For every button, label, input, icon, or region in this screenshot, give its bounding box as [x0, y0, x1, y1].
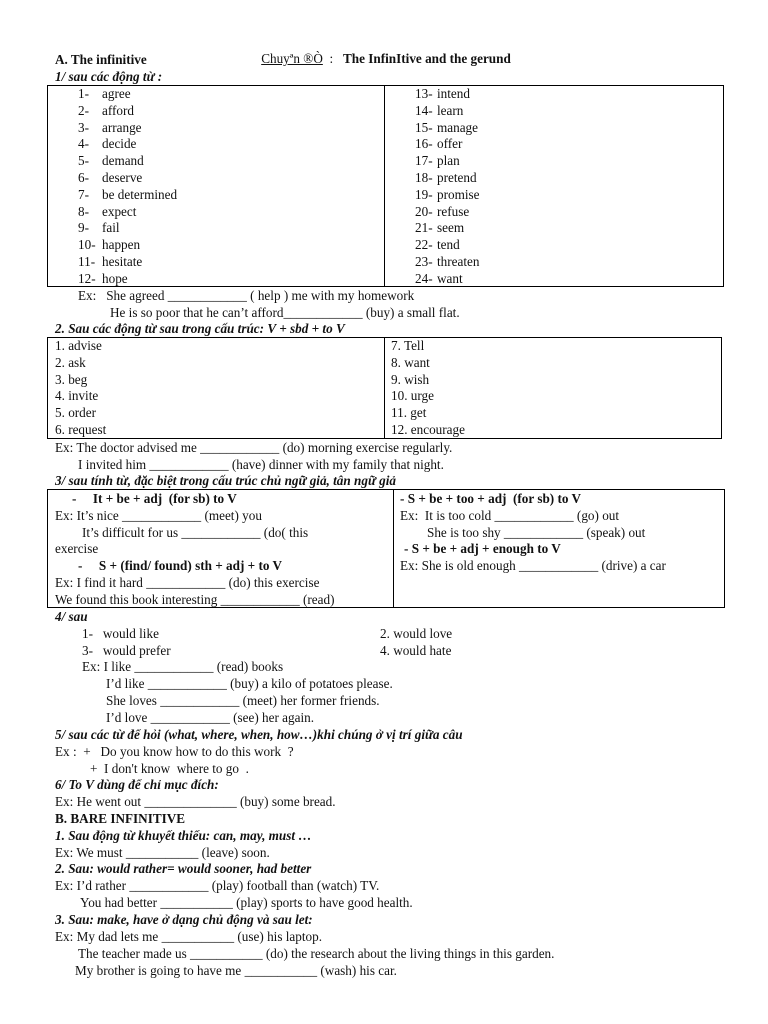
s3-left-rule1: - It + be + adj (for sb) to V [72, 491, 237, 506]
verb-list-item: 11. get [391, 405, 427, 421]
verb-number: 6- [78, 170, 89, 185]
title-prefix: Chuyªn ®Ò [261, 51, 323, 66]
verb-word: agree [102, 86, 131, 101]
verb-list-item: 1. advise [55, 338, 102, 353]
verb-list-item: 3. beg [55, 371, 88, 387]
s3-right-ex1: Ex: It is too cold ____________ (go) out [400, 508, 620, 523]
verb-list-item: 12. encourage [391, 422, 465, 437]
verb-number: 13- [415, 86, 433, 101]
verb-number: 9- [78, 220, 89, 236]
verb-number: 22- [415, 237, 433, 253]
title-separator: : [329, 51, 334, 66]
verb-list-item [78, 153, 144, 169]
sub6-heading: 6/ To V dùng để chỉ mục đích: [55, 777, 219, 792]
verb-list-item [78, 271, 128, 287]
sub4-heading: 4/ sau [55, 609, 88, 624]
sub4-example-1: Ex: I like ____________ (read) books [82, 659, 284, 674]
verb-word: tend [437, 237, 460, 253]
s3-right-rule1: - S + be + too + adj (for sb) to V [400, 491, 582, 506]
verb-number: 16- [415, 136, 433, 152]
verb-word: fail [102, 220, 120, 236]
sub6-example-1: Ex: He went out ______________ (buy) some bread. [55, 794, 336, 809]
section-b-heading: B. BARE INFINITIVE [55, 811, 186, 826]
verb-word: arrange [102, 119, 142, 135]
verb-number: 5- [78, 153, 89, 169]
sub4-example-4: I’d love ____________ (see) her again. [106, 710, 315, 725]
verb-word: be determined [102, 186, 178, 202]
s3-left-ex3: Ex: I find it hard ____________ (do) this exercise [55, 575, 320, 590]
verb-word: refuse [437, 203, 470, 219]
verb-list-item [78, 237, 140, 253]
verb-list-item [415, 136, 462, 152]
verb-word: promise [437, 186, 480, 202]
b-sub3-example-1: Ex: My dad lets me ___________ (use) his laptop. [55, 929, 323, 944]
verb-number: 20- [415, 203, 433, 219]
verb-list-item [415, 120, 478, 136]
verb-number: 24- [415, 270, 433, 286]
verb-list-item [78, 103, 134, 119]
sub4-item-4: 4. would hate [380, 643, 452, 658]
verb-number: 14- [415, 102, 433, 118]
sub2-example-2: I invited him ____________ (have) dinner with my family that night. [78, 457, 444, 472]
verb-word: seem [437, 220, 465, 236]
verb-table-1-divider [384, 85, 385, 287]
verb-list-item [415, 103, 463, 119]
verb-list-item: 6. request [55, 422, 107, 437]
verb-word: demand [102, 153, 144, 169]
s3-left-rule2: - S + (find/ found) sth + adj + to V [78, 558, 283, 573]
verb-number: 19- [415, 186, 433, 202]
verb-list-item: 4. invite [55, 388, 99, 404]
verb-number: 15- [415, 119, 433, 135]
verb-word: hope [102, 270, 128, 286]
verb-word: pretend [437, 170, 477, 185]
b-sub1-heading: 1. Sau động từ khuyết thiếu: can, may, must … [55, 828, 312, 843]
verb-number: 23- [415, 254, 433, 269]
verb-number: 17- [415, 153, 433, 169]
section-a-heading: A. The infinitive [55, 52, 147, 67]
sub1-heading: 1/ sau các động từ : [55, 69, 163, 84]
verb-word: threaten [437, 254, 480, 269]
verb-word: want [437, 270, 463, 286]
verb-list-item [78, 220, 120, 236]
s3-right-rule2: - S + be + adj + enough to V [404, 541, 561, 556]
verb-list-item [78, 120, 142, 136]
sub4-example-2: I’d like ____________ (buy) a kilo of potatoes please. [106, 676, 393, 691]
b-sub1-example-1: Ex: We must ___________ (leave) soon. [55, 845, 270, 860]
verb-list-item [78, 187, 177, 203]
verb-number: 21- [415, 220, 433, 236]
verb-list-item [415, 220, 464, 236]
s3-left-ex2a: It’s difficult for us ____________ (do( this [82, 525, 309, 540]
s3-left-ex2b: exercise [55, 541, 99, 556]
sub2-example-1: Ex: The doctor advised me ____________ (do) morning exercise regularly. [55, 440, 453, 455]
verb-list-item [415, 153, 460, 169]
sub1-example-2: He is so poor that he can’t afford____________ (buy) a small flat. [110, 305, 460, 320]
s3-right-ex3: Ex: She is old enough ____________ (drive) a car [400, 558, 666, 573]
sub2-heading: 2. Sau các động từ sau trong cấu trúc: V + sbd + to V [55, 321, 345, 336]
verb-list-item [78, 170, 142, 186]
sub4-item-3: 3- would prefer [82, 643, 171, 658]
verb-number: 12- [78, 270, 96, 286]
sub3-heading: 3/ sau tính từ, đặc biệt trong cấu trúc chủ ngữ giả, tân ngữ giả [55, 473, 397, 488]
s3-left-ex4: We found this book interesting ____________ (read) [55, 592, 335, 607]
sub5-example-2: + I don't know where to go . [90, 761, 249, 776]
structure-table-divider [393, 489, 394, 608]
verb-number: 7- [78, 186, 89, 202]
b-sub2-example-1: Ex: I’d rather ____________ (play) football than (watch) TV. [55, 878, 380, 893]
verb-list-item [415, 86, 470, 102]
verb-word: plan [437, 153, 460, 169]
s3-left-ex1: Ex: It’s nice ____________ (meet) you [55, 508, 262, 523]
b-sub3-heading: 3. Sau: make, have ở dạng chủ động và sau let: [55, 912, 313, 927]
sub5-example-1: Ex : + Do you know how to do this work ? [55, 744, 294, 759]
verb-number: 11- [78, 254, 96, 269]
verb-list-item [415, 187, 480, 203]
verb-list-item: 9. wish [391, 371, 430, 387]
sub4-item-1: 1- would like [82, 626, 159, 641]
verb-list-item [415, 254, 479, 270]
verb-list-item [415, 271, 463, 287]
sub4-example-3: She loves ____________ (meet) her former friends. [106, 693, 380, 708]
verb-list-item: 5. order [55, 405, 97, 421]
sub4-item-2: 2. would love [380, 626, 453, 641]
verb-word: manage [437, 119, 479, 135]
verb-list-item [415, 204, 469, 220]
s3-right-ex2: She is too shy ____________ (speak) out [427, 525, 646, 540]
verb-word: intend [437, 86, 470, 101]
verb-word: decide [102, 136, 137, 152]
page-title [248, 35, 511, 83]
verb-table-2-divider [384, 337, 385, 439]
verb-list-item [78, 136, 136, 152]
b-sub3-example-2: The teacher made us ___________ (do) the research about the living things in this garden. [78, 946, 555, 961]
verb-number: 10- [78, 237, 96, 253]
verb-number: 1- [78, 86, 89, 101]
verb-list-item: 10. urge [391, 388, 434, 404]
verb-word: happen [102, 237, 141, 253]
verb-list-item [415, 170, 477, 186]
verb-word: hesitate [102, 254, 143, 269]
b-sub2-example-2: You had better ___________ (play) sports to have good health. [80, 895, 413, 910]
verb-word: offer [437, 136, 463, 152]
verb-word: deserve [102, 170, 143, 185]
verb-word: learn [437, 102, 464, 118]
verb-word: afford [102, 102, 134, 118]
verb-number: 4- [78, 136, 89, 152]
sub5-heading: 5/ sau các từ để hỏi (what, where, when, how…)khi chúng ở vị trí giữa câu [55, 727, 463, 742]
b-sub3-example-3: My brother is going to have me ___________ (wash) his car. [75, 963, 397, 978]
verb-list-item: 8. want [391, 354, 430, 370]
verb-list-item [415, 237, 460, 253]
b-sub2-heading: 2. Sau: would rather= would sooner, had better [55, 861, 312, 876]
verb-number: 8- [78, 203, 89, 219]
verb-list-item [78, 204, 136, 220]
verb-number: 3- [78, 119, 89, 135]
verb-list-item: 2. ask [55, 354, 86, 370]
verb-number: 2- [78, 102, 89, 118]
verb-list-item [78, 86, 131, 102]
verb-word: expect [102, 203, 137, 219]
verb-number: 18- [415, 170, 433, 185]
verb-list-item: 7. Tell [391, 338, 425, 353]
verb-list-item [78, 254, 142, 270]
title-main: The InfinItive and the gerund [343, 51, 511, 66]
sub1-example-1: Ex: She agreed ____________ ( help ) me with my homework [78, 288, 415, 303]
